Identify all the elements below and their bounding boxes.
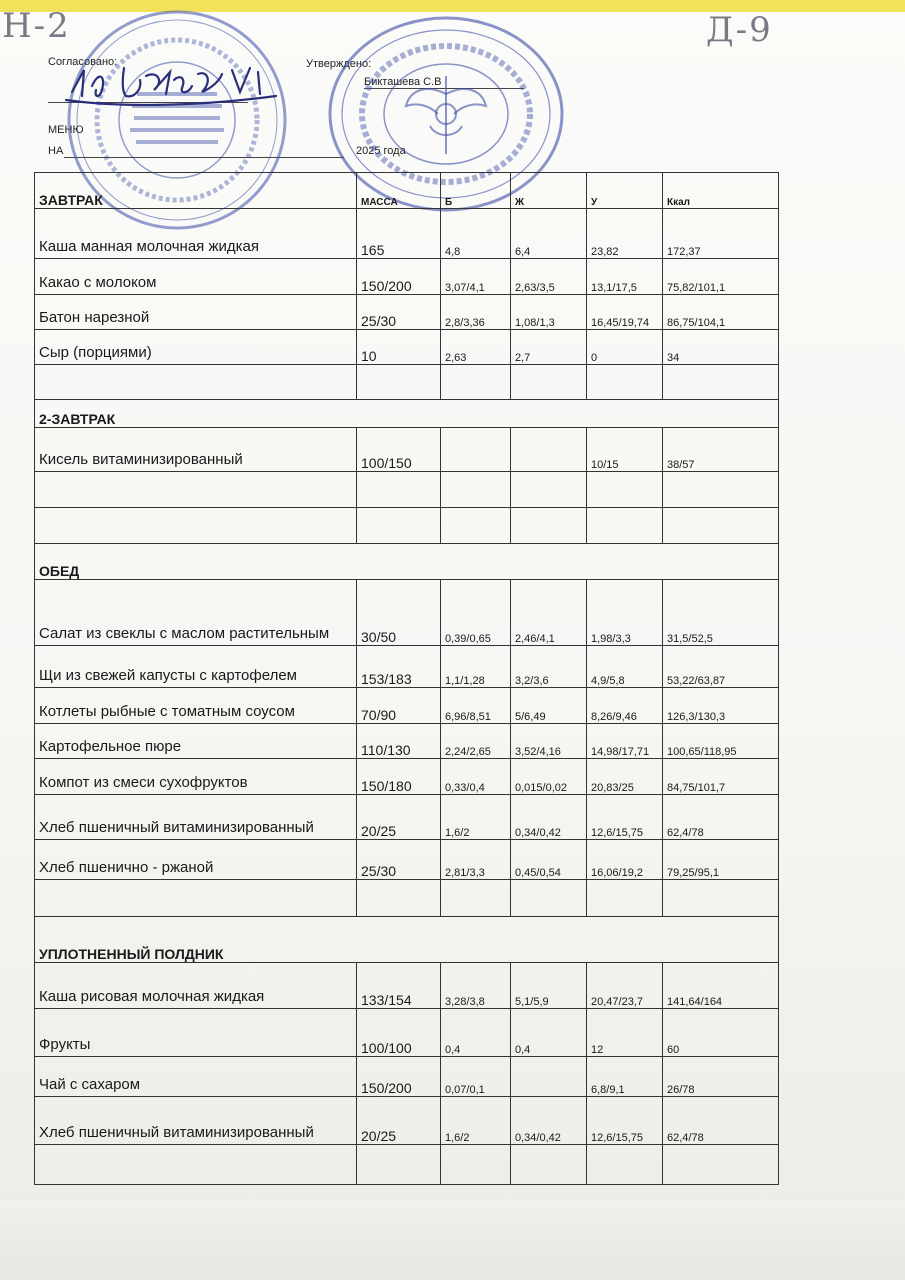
cell-kcal: 75,82/101,1 (663, 259, 779, 295)
section-title: УПЛОТНЕННЫЙ ПОЛДНИК (35, 917, 779, 963)
table-row (35, 209, 779, 259)
section-title: ОБЕД (35, 544, 779, 580)
cell-b: 3,07/4,1 (441, 259, 511, 295)
cell-mass: 20/25 (357, 1097, 441, 1145)
table-row (35, 646, 779, 688)
cell-mass: 70/90 (357, 688, 441, 724)
cell-zh: 3,2/3,6 (511, 646, 587, 688)
table-row (35, 259, 779, 295)
table-row (35, 580, 779, 646)
table-row (35, 688, 779, 724)
dish-name: Картофельное пюре (35, 724, 357, 759)
cell-kcal: 38/57 (663, 428, 779, 472)
handwritten-code-right: Д-9 (706, 10, 773, 50)
cell-kcal: 79,25/95,1 (663, 840, 779, 880)
column-header: Ккал (663, 173, 779, 209)
cell-u: 20,83/25 (587, 759, 663, 795)
table-row (35, 1057, 779, 1097)
cell-kcal: 84,75/101,7 (663, 759, 779, 795)
cell-kcal: 172,37 (663, 209, 779, 259)
cell-mass: 20/25 (357, 795, 441, 840)
cell-mass: 10 (357, 330, 441, 365)
section-row (35, 173, 779, 209)
cell-mass (357, 472, 441, 508)
cell-u (587, 472, 663, 508)
section-row (35, 544, 779, 580)
dish-name: Компот из смеси сухофруктов (35, 759, 357, 795)
cell-kcal: 126,3/130,3 (663, 688, 779, 724)
cell-u: 12,6/15,75 (587, 1097, 663, 1145)
cell-b: 0,07/0,1 (441, 1057, 511, 1097)
na-label: НА (48, 145, 64, 157)
cell-kcal: 34 (663, 330, 779, 365)
column-header: Б (441, 173, 511, 209)
cell-mass: 30/50 (357, 580, 441, 646)
section-row (35, 917, 779, 963)
table-row (35, 508, 779, 544)
cell-mass: 150/200 (357, 259, 441, 295)
cell-zh: 2,7 (511, 330, 587, 365)
cell-b (441, 508, 511, 544)
dish-name: Сыр (порциями) (35, 330, 357, 365)
table-row (35, 840, 779, 880)
dish-name: Хлеб пшенично - ржаной (35, 840, 357, 880)
cell-u: 20,47/23,7 (587, 963, 663, 1009)
menu-label: МЕНЮ (48, 124, 84, 136)
cell-u: 1,98/3,3 (587, 580, 663, 646)
table-row (35, 1009, 779, 1057)
dish-name (35, 365, 357, 400)
cell-zh (511, 1145, 587, 1185)
cell-b (441, 880, 511, 917)
column-header: У (587, 173, 663, 209)
cell-b: 0,4 (441, 1009, 511, 1057)
table-row (35, 759, 779, 795)
cell-u (587, 508, 663, 544)
cell-mass: 110/130 (357, 724, 441, 759)
cell-mass: 25/30 (357, 840, 441, 880)
cell-b (441, 428, 511, 472)
cell-u (587, 1145, 663, 1185)
cell-u: 13,1/17,5 (587, 259, 663, 295)
section-title: ЗАВТРАК (35, 173, 357, 209)
cell-mass: 133/154 (357, 963, 441, 1009)
cell-mass: 100/100 (357, 1009, 441, 1057)
cell-zh (511, 508, 587, 544)
cell-u: 0 (587, 330, 663, 365)
table-row (35, 963, 779, 1009)
cell-kcal (663, 508, 779, 544)
year-text: 2025 года (356, 145, 406, 157)
cell-u: 10/15 (587, 428, 663, 472)
table-row (35, 880, 779, 917)
column-header: Ж (511, 173, 587, 209)
cell-b (441, 365, 511, 400)
cell-u: 14,98/17,71 (587, 724, 663, 759)
cell-b: 1,1/1,28 (441, 646, 511, 688)
dish-name: Каша манная молочная жидкая (35, 209, 357, 259)
cell-u: 12 (587, 1009, 663, 1057)
cell-u: 8,26/9,46 (587, 688, 663, 724)
cell-zh: 2,46/4,1 (511, 580, 587, 646)
table-row (35, 472, 779, 508)
dish-name: Хлеб пшеничный витаминизированный (35, 1097, 357, 1145)
cell-b: 6,96/8,51 (441, 688, 511, 724)
cell-u: 16,06/19,2 (587, 840, 663, 880)
cell-kcal: 141,64/164 (663, 963, 779, 1009)
cell-zh: 0,015/0,02 (511, 759, 587, 795)
cell-kcal: 26/78 (663, 1057, 779, 1097)
dish-name: Котлеты рыбные с томатным соусом (35, 688, 357, 724)
dish-name: Какао с молоком (35, 259, 357, 295)
cell-u: 16,45/19,74 (587, 295, 663, 330)
cell-zh: 2,63/3,5 (511, 259, 587, 295)
cell-zh (511, 365, 587, 400)
cell-b: 2,81/3,3 (441, 840, 511, 880)
cell-b: 2,24/2,65 (441, 724, 511, 759)
handwritten-code-left: Н-2 (2, 6, 71, 46)
cell-zh: 5/6,49 (511, 688, 587, 724)
cell-kcal: 53,22/63,87 (663, 646, 779, 688)
cell-kcal: 62,4/78 (663, 795, 779, 840)
table-row (35, 1145, 779, 1185)
cell-u: 12,6/15,75 (587, 795, 663, 840)
cell-u (587, 880, 663, 917)
cell-b: 4,8 (441, 209, 511, 259)
cell-mass: 25/30 (357, 295, 441, 330)
menu-table-body (35, 173, 779, 1185)
table-row (35, 724, 779, 759)
cell-kcal (663, 880, 779, 917)
dish-name: Кисель витаминизированный (35, 428, 357, 472)
cell-kcal: 31,5/52,5 (663, 580, 779, 646)
table-row (35, 330, 779, 365)
table-row (35, 428, 779, 472)
cell-kcal (663, 1145, 779, 1185)
cell-zh: 5,1/5,9 (511, 963, 587, 1009)
cell-b: 2,8/3,36 (441, 295, 511, 330)
cell-zh: 3,52/4,16 (511, 724, 587, 759)
dish-name: Фрукты (35, 1009, 357, 1057)
cell-u: 23,82 (587, 209, 663, 259)
cell-mass: 150/200 (357, 1057, 441, 1097)
cell-kcal: 86,75/104,1 (663, 295, 779, 330)
dish-name (35, 508, 357, 544)
cell-u (587, 365, 663, 400)
cell-zh (511, 428, 587, 472)
table-row (35, 1097, 779, 1145)
cell-mass: 150/180 (357, 759, 441, 795)
eagle-emblem-icon (406, 76, 486, 154)
cell-zh: 0,34/0,42 (511, 1097, 587, 1145)
menu-table (34, 172, 779, 1185)
cell-b: 1,6/2 (441, 1097, 511, 1145)
cell-kcal (663, 472, 779, 508)
cell-b: 2,63 (441, 330, 511, 365)
cell-mass (357, 508, 441, 544)
cell-zh: 6,4 (511, 209, 587, 259)
cell-zh: 0,4 (511, 1009, 587, 1057)
cell-mass (357, 365, 441, 400)
cell-zh (511, 472, 587, 508)
cell-b: 0,33/0,4 (441, 759, 511, 795)
cell-zh (511, 1057, 587, 1097)
cell-b (441, 1145, 511, 1185)
cell-zh: 1,08/1,3 (511, 295, 587, 330)
dish-name: Щи из свежей капусты с картофелем (35, 646, 357, 688)
dish-name (35, 472, 357, 508)
dish-name: Хлеб пшеничный витаминизированный (35, 795, 357, 840)
cell-u: 4,9/5,8 (587, 646, 663, 688)
approver-name: Бикташева С.В (364, 76, 524, 89)
cell-kcal (663, 365, 779, 400)
cell-kcal: 100,65/118,95 (663, 724, 779, 759)
cell-mass (357, 1145, 441, 1185)
dish-name (35, 1145, 357, 1185)
cell-zh (511, 880, 587, 917)
dish-name (35, 880, 357, 917)
cell-mass (357, 880, 441, 917)
table-row (35, 295, 779, 330)
cell-mass: 165 (357, 209, 441, 259)
section-row (35, 400, 779, 428)
approved-label: Утверждено: (306, 58, 372, 70)
cell-b: 3,28/3,8 (441, 963, 511, 1009)
cell-kcal: 62,4/78 (663, 1097, 779, 1145)
dish-name: Батон нарезной (35, 295, 357, 330)
agreed-label: Согласовано: (48, 56, 118, 68)
dish-name: Салат из свеклы с маслом растительным (35, 580, 357, 646)
cell-kcal: 60 (663, 1009, 779, 1057)
table-row (35, 795, 779, 840)
cell-zh: 0,34/0,42 (511, 795, 587, 840)
cell-b: 0,39/0,65 (441, 580, 511, 646)
cell-u: 6,8/9,1 (587, 1057, 663, 1097)
section-title: 2-ЗАВТРАК (35, 400, 779, 428)
table-row (35, 365, 779, 400)
cell-zh: 0,45/0,54 (511, 840, 587, 880)
dish-name: Каша рисовая молочная жидкая (35, 963, 357, 1009)
dish-name: Чай с сахаром (35, 1057, 357, 1097)
page-bottom-shadow (0, 1200, 905, 1280)
cell-mass: 100/150 (357, 428, 441, 472)
cell-b: 1,6/2 (441, 795, 511, 840)
cell-mass: 153/183 (357, 646, 441, 688)
signature (62, 52, 282, 112)
cell-b (441, 472, 511, 508)
column-header: МАССА (357, 173, 441, 209)
